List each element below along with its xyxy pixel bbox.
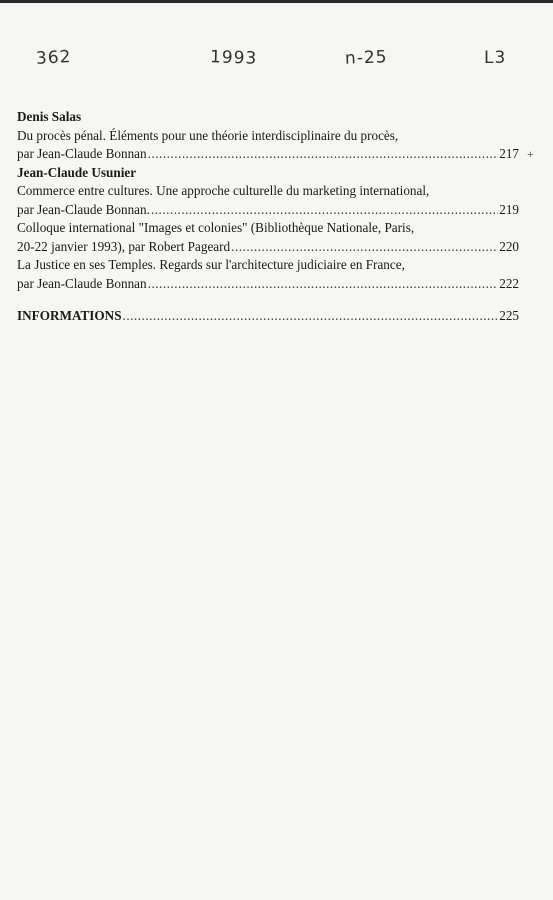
- toc-entry-3-page: 220: [499, 238, 519, 254]
- toc-entry-2-line: [17, 201, 519, 220]
- dot-leader: [148, 145, 499, 164]
- dot-leader: [231, 238, 498, 257]
- section-gap: [17, 293, 519, 307]
- page-top-edge: [0, 0, 553, 3]
- handwritten-note-3: n-25: [344, 47, 388, 69]
- toc-entry-3-byline: 20-22 janvier 1993), par Robert Pageard: [17, 238, 231, 254]
- toc-author-2: Jean-Claude Usunier: [17, 164, 137, 180]
- toc-entry-4-title: La Justice en ses Temples. Regards sur l'architecture judiciaire en France,: [17, 257, 405, 272]
- handwritten-note-4: L3: [484, 48, 507, 68]
- toc-entry-1-page: 217: [499, 146, 519, 161]
- table-of-contents: [17, 108, 519, 326]
- toc-entry-4-line: [17, 275, 519, 294]
- toc-entry-1-byline: par Jean-Claude Bonnan: [17, 146, 147, 161]
- toc-informations-page: 225: [499, 308, 519, 323]
- toc-entry-4-page: 222: [499, 275, 519, 291]
- toc-entry-3-line: [17, 238, 519, 257]
- toc-entry-1-title: Du procès pénal. Éléments pour une théorie interdisciplinaire du procès,: [17, 127, 399, 143]
- toc-entry-2-title: Commerce entre cultures. Une approche culturelle du marketing international,: [17, 183, 430, 198]
- dot-leader: [123, 307, 499, 326]
- toc-entry-2-byline: par Jean-Claude Bonnan.: [17, 201, 150, 217]
- margin-mark: +: [527, 147, 534, 161]
- dot-leader: [151, 201, 498, 220]
- toc-informations-label: INFORMATIONS: [17, 308, 122, 323]
- toc-entry-3-title: Colloque international "Images et colonies" (Bibliothèque Nationale, Paris,: [17, 220, 415, 235]
- dot-leader: [148, 275, 499, 294]
- toc-entry-1-line: [17, 145, 519, 164]
- toc-entry-2-page: 219: [499, 201, 519, 217]
- handwritten-note-1: 362: [35, 47, 72, 69]
- toc-author-1: Denis Salas: [17, 109, 82, 124]
- toc-informations-line: [17, 307, 519, 326]
- handwritten-note-2: 1993: [209, 47, 258, 69]
- toc-entry-4-byline: par Jean-Claude Bonnan: [17, 275, 147, 291]
